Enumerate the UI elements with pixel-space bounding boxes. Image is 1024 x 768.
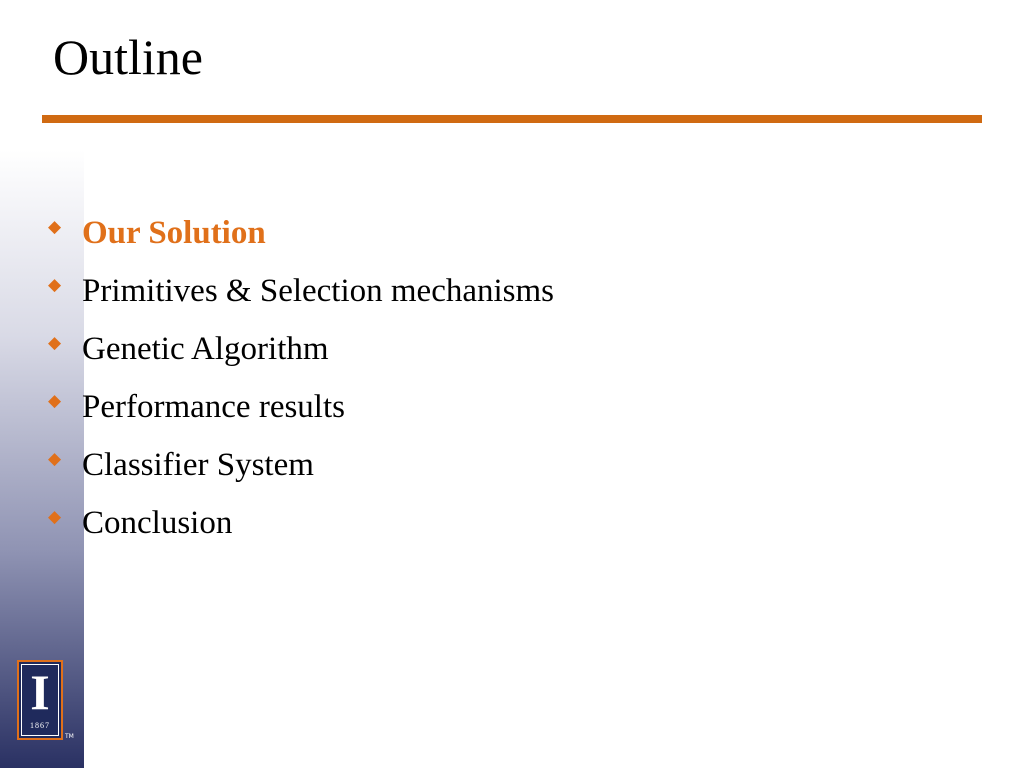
bullet-item-classifier-system [48, 436, 554, 494]
diamond-bullet-icon: ◆ [48, 274, 62, 295]
bullet-label: Our Solution [82, 214, 266, 251]
bullet-label: Classifier System [82, 446, 314, 483]
bullet-label: Genetic Algorithm [82, 330, 329, 367]
bullet-label: Performance results [82, 388, 345, 425]
slide-title: Outline [53, 29, 203, 85]
bullet-item-primitives [48, 262, 554, 320]
bullet-label: Primitives & Selection mechanisms [82, 272, 555, 309]
outline-bullet-list [48, 204, 554, 552]
bullet-label: Conclusion [82, 504, 233, 541]
bullet-item-genetic-algorithm [48, 320, 554, 378]
logo-trademark: TM [65, 733, 74, 740]
title-underline-rule [42, 115, 982, 123]
bullet-item-performance-results [48, 378, 554, 436]
logo-year: 1867 [30, 721, 50, 730]
logo-frame [21, 664, 59, 736]
diamond-bullet-icon: ◆ [48, 448, 62, 469]
diamond-bullet-icon: ◆ [48, 390, 62, 411]
logo-letter: I [30, 664, 50, 720]
diamond-bullet-icon: ◆ [48, 216, 62, 237]
diamond-bullet-icon: ◆ [48, 332, 62, 353]
bullet-item-conclusion [48, 494, 554, 552]
bullet-item-our-solution [48, 204, 554, 262]
university-logo [17, 660, 63, 740]
diamond-bullet-icon: ◆ [48, 506, 62, 527]
